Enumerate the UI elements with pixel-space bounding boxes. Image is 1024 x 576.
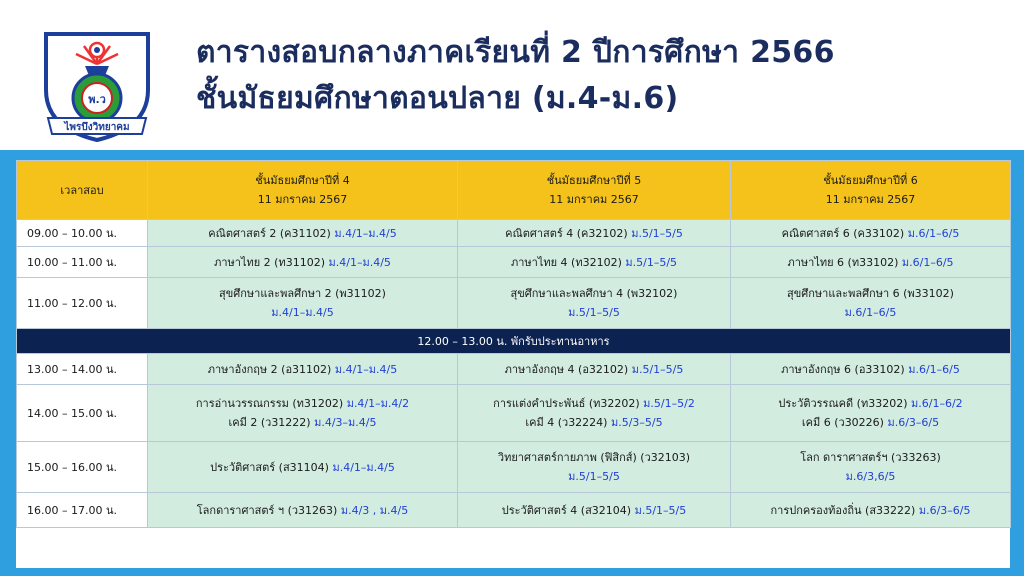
- exam-line: [462, 448, 726, 467]
- class-range: ม.6/1–6/2: [911, 397, 963, 410]
- exam-line: [152, 224, 453, 243]
- exam-line: [735, 448, 1006, 467]
- header-grade-label: ชั้นมัธยมศึกษาปีที่ 5: [546, 174, 642, 187]
- title-line-1: ตารางสอบกลางภาคเรียนที่ 2 ปีการศึกษา 2566: [196, 35, 835, 70]
- table-row: [17, 442, 1011, 493]
- header-time: เวลาสอบ: [17, 161, 148, 220]
- exam-line: [735, 360, 1006, 379]
- exam-line: [152, 303, 453, 322]
- class-range: ม.6/1–6/5: [908, 362, 960, 376]
- table-row: [17, 220, 1011, 247]
- exam-cell: [731, 278, 1011, 329]
- class-range: ม.5/1–5/5: [631, 226, 683, 240]
- subject-name: ประวัติวรรณคดี (ท33202): [778, 397, 908, 410]
- exam-cell: [148, 247, 458, 278]
- exam-line: [462, 253, 726, 272]
- exam-cell: [458, 385, 731, 442]
- exam-cell: [458, 278, 731, 329]
- subject-name: สุขศึกษาและพลศึกษา 6 (พ33102): [787, 287, 954, 300]
- header-grade-label: ชั้นมัธยมศึกษาปีที่ 6: [823, 174, 918, 187]
- class-range: ม.6/3–6/5: [887, 416, 940, 429]
- exam-cell: [458, 442, 731, 493]
- exam-cell: [458, 220, 731, 247]
- exam-line: [735, 394, 1006, 413]
- exam-line: [462, 413, 726, 432]
- exam-time: 15.00 – 16.00 น.: [17, 442, 148, 493]
- subject-name: การปกครองท้องถิ่น (ส33222): [770, 503, 916, 517]
- exam-cell: [458, 493, 731, 528]
- exam-line: [462, 467, 726, 486]
- exam-cell: [148, 493, 458, 528]
- class-range: ม.5/1–5/5: [634, 503, 687, 517]
- exam-cell: [148, 385, 458, 442]
- subject-name: การแต่งคำประพันธ์ (ท32202): [493, 397, 640, 410]
- header-banner: [0, 0, 1024, 150]
- exam-line: [152, 360, 453, 379]
- subject-name: คณิตศาสตร์ 4 (ค32102): [505, 226, 628, 240]
- header-date: 11 มกราคม 2567: [257, 193, 348, 206]
- exam-cell: [731, 442, 1011, 493]
- exam-cell: [148, 354, 458, 385]
- exam-line: [152, 413, 453, 432]
- exam-cell: [731, 220, 1011, 247]
- class-range: ม.4/1–ม.4/2: [346, 397, 410, 410]
- subject-name: คณิตศาสตร์ 2 (ค31102): [208, 226, 331, 240]
- exam-line: [735, 253, 1006, 272]
- exam-line: [462, 284, 726, 303]
- exam-line: [152, 394, 453, 413]
- exam-time: 16.00 – 17.00 น.: [17, 493, 148, 528]
- exam-line: [735, 413, 1006, 432]
- exam-line: [152, 458, 453, 477]
- subject-name: โลกดาราศาสตร์ ฯ (ว31263): [196, 503, 338, 517]
- exam-time: 10.00 – 11.00 น.: [17, 247, 148, 278]
- header-date: 11 มกราคม 2567: [825, 193, 916, 206]
- exam-line: [152, 284, 453, 303]
- subject-name: สุขศึกษาและพลศึกษา 2 (พ31102): [219, 287, 386, 300]
- exam-line: [735, 467, 1006, 486]
- subject-name: ประวัติศาสตร์ (ส31104): [210, 460, 329, 474]
- subject-name: ภาษาไทย 6 (ท33102): [787, 255, 899, 269]
- exam-line: [462, 224, 726, 243]
- class-range: ม.4/1–ม.4/5: [332, 460, 395, 474]
- exam-schedule-table: [16, 160, 1011, 528]
- exam-time: 11.00 – 12.00 น.: [17, 278, 148, 329]
- table-row: [17, 493, 1011, 528]
- exam-cell: [731, 385, 1011, 442]
- class-range: ม.5/1–5/5: [568, 306, 620, 319]
- exam-cell: [148, 220, 458, 247]
- exam-line: [735, 501, 1006, 520]
- exam-line: [462, 303, 726, 322]
- exam-line: [735, 224, 1006, 243]
- exam-line: [735, 284, 1006, 303]
- class-range: ม.4/3 , ม.4/5: [340, 503, 409, 517]
- class-range: ม.6/1–6/5: [901, 255, 954, 269]
- exam-time: 13.00 – 14.00 น.: [17, 354, 148, 385]
- header-grade-label: ชั้นมัธยมศึกษาปีที่ 4: [255, 174, 350, 187]
- header-grade-5: [458, 161, 731, 220]
- school-logo-icon: [38, 20, 156, 142]
- class-range: ม.4/3–ม.4/5: [314, 416, 377, 429]
- exam-time: 14.00 – 15.00 น.: [17, 385, 148, 442]
- subject-name: ภาษาอังกฤษ 6 (อ33102): [781, 362, 905, 376]
- header-date: 11 มกราคม 2567: [549, 193, 639, 206]
- subject-name: ภาษาอังกฤษ 4 (อ32102): [504, 362, 629, 376]
- exam-cell: [458, 247, 731, 278]
- exam-cell: [458, 354, 731, 385]
- class-range: ม.5/1–5/5: [631, 362, 684, 376]
- class-range: ม.5/1–5/5: [568, 470, 620, 483]
- subject-name: วิทยาศาสตร์กายภาพ (ฟิสิกส์) (ว32103): [497, 451, 691, 464]
- table-header-row: [17, 161, 1011, 220]
- subject-name: เคมี 4 (ว32224): [525, 416, 608, 429]
- class-range: ม.6/1–6/5: [907, 226, 960, 240]
- subject-name: ภาษาอังกฤษ 2 (อ31102): [207, 362, 332, 376]
- class-range: ม.6/3–6/5: [918, 503, 971, 517]
- logo-school-name: ไพรบึงวิทยาคม: [64, 122, 130, 133]
- subject-name: ประวัติศาสตร์ 4 (ส32104): [501, 503, 632, 517]
- exam-line: [462, 501, 726, 520]
- exam-cell: [731, 247, 1011, 278]
- table-row: [17, 385, 1011, 442]
- class-range: ม.4/1–ม.4/5: [328, 255, 391, 269]
- page-title: [196, 30, 835, 122]
- exam-line: [152, 501, 453, 520]
- subject-name: โลก ดาราศาสตร์ฯ (ว33263): [800, 451, 941, 464]
- exam-cell: [148, 442, 458, 493]
- lunch-break-text: 12.00 – 13.00 น. พักรับประทานอาหาร: [17, 329, 1011, 354]
- class-range: ม.4/1–ม.4/5: [334, 226, 397, 240]
- logo-mark-text: พ.ว: [88, 93, 106, 106]
- header-grade-4: [148, 161, 458, 220]
- exam-line: [152, 253, 453, 272]
- exam-schedule-table-container: [16, 160, 1010, 568]
- exam-line: [462, 360, 726, 379]
- lunch-break-row: [17, 329, 1011, 354]
- subject-name: ภาษาไทย 4 (ท32102): [510, 255, 622, 269]
- class-range: ม.6/1–6/5: [844, 306, 897, 319]
- exam-cell: [148, 278, 458, 329]
- exam-cell: [731, 354, 1011, 385]
- subject-name: เคมี 6 (ว30226): [801, 416, 884, 429]
- exam-line: [462, 394, 726, 413]
- class-range: ม.5/1–5/2: [643, 397, 695, 410]
- class-range: ม.6/3,6/5: [845, 470, 896, 483]
- exam-line: [735, 303, 1006, 322]
- exam-time: 09.00 – 10.00 น.: [17, 220, 148, 247]
- title-line-2: ชั้นมัธยมศึกษาตอนปลาย (ม.4-ม.6): [196, 81, 679, 116]
- class-range: ม.4/1–ม.4/5: [271, 306, 334, 319]
- class-range: ม.4/1–ม.4/5: [334, 362, 398, 376]
- class-range: ม.5/3–5/5: [610, 416, 663, 429]
- subject-name: เคมี 2 (ว31222): [228, 416, 311, 429]
- header-grade-6: [731, 161, 1011, 220]
- table-row: [17, 354, 1011, 385]
- subject-name: สุขศึกษาและพลศึกษา 4 (พ32102): [510, 287, 678, 300]
- subject-name: การอ่านวรรณกรรม (ท31202): [195, 397, 344, 410]
- exam-cell: [731, 493, 1011, 528]
- subject-name: คณิตศาสตร์ 6 (ค33102): [781, 226, 905, 240]
- class-range: ม.5/1–5/5: [625, 255, 678, 269]
- table-body: [17, 220, 1011, 528]
- subject-name: ภาษาไทย 2 (ท31102): [214, 255, 325, 269]
- table-row: [17, 278, 1011, 329]
- table-row: [17, 247, 1011, 278]
